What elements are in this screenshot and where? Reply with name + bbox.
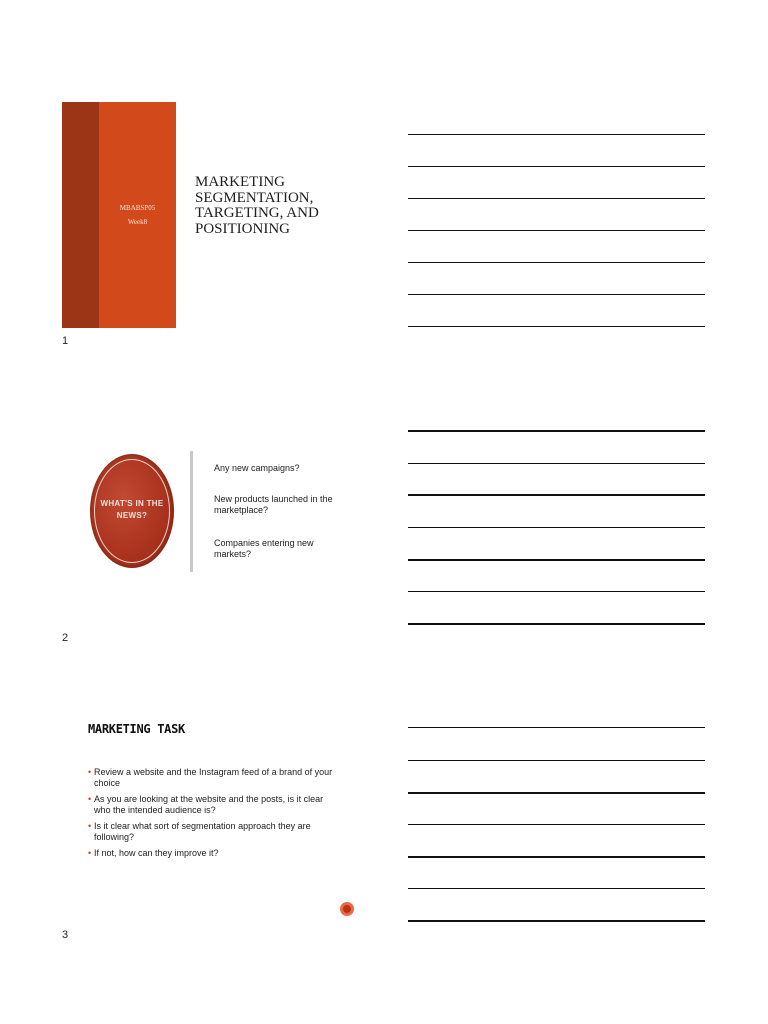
slide1-title [195,175,395,237]
badge-line: WHAT'S IN THE [100,499,164,508]
note-line [408,824,705,825]
news-badge-text [94,498,170,522]
note-line [408,727,705,728]
note-line [408,920,705,922]
note-line [408,623,705,625]
badge-line: NEWS? [116,511,148,520]
note-line [408,166,705,167]
course-code: MBABSP05 [119,204,156,212]
note-line [408,430,705,432]
decorative-dot-center [343,905,351,913]
bullet-icon: • [88,794,92,804]
title-line: SEGMENTATION, [195,189,314,206]
title-band-dark [62,102,99,328]
list-item [88,821,338,842]
slide-number: 1 [62,335,69,347]
list-item [88,794,338,815]
bullet-text: If not, how can they improve it? [94,848,219,858]
note-line [408,760,705,761]
note-line [408,198,705,199]
note-line [408,792,705,794]
news-item: Any new campaigns? [214,463,300,473]
week-label: Week8 [127,218,148,226]
note-line [408,527,705,528]
note-line [408,559,705,561]
slide-number: 2 [62,632,69,644]
list-item [88,848,338,859]
bullet-text: As you are looking at the website and the posts, is it clear who the intended audience is? [94,794,324,815]
title-line: POSITIONING [195,220,290,237]
slide3-title: MARKETING TASK [88,722,185,736]
note-line [408,888,705,889]
bullet-icon: • [88,821,92,831]
note-line [408,134,705,135]
note-line [408,294,705,295]
note-line [408,230,705,231]
note-line [408,856,705,858]
note-line [408,326,705,327]
title-line: MARKETING [195,174,285,190]
list-item [88,767,338,788]
note-line [408,494,705,496]
note-line [408,591,705,592]
vertical-divider [190,451,193,572]
title-band [99,102,176,328]
task-list [88,767,338,865]
title-line: TARGETING, AND [195,205,319,221]
bullet-icon: • [88,848,92,858]
news-item: Companies entering new markets? [214,538,314,559]
bullet-text: Is it clear what sort of segmentation approach they are following? [94,821,311,842]
note-line [408,463,705,464]
note-line [408,262,705,263]
slide-number: 3 [62,929,69,941]
news-item: New products launched in the marketplace? [214,494,333,515]
bullet-icon: • [88,767,92,777]
bullet-text: Review a website and the Instagram feed of a brand of your choice [94,767,333,788]
